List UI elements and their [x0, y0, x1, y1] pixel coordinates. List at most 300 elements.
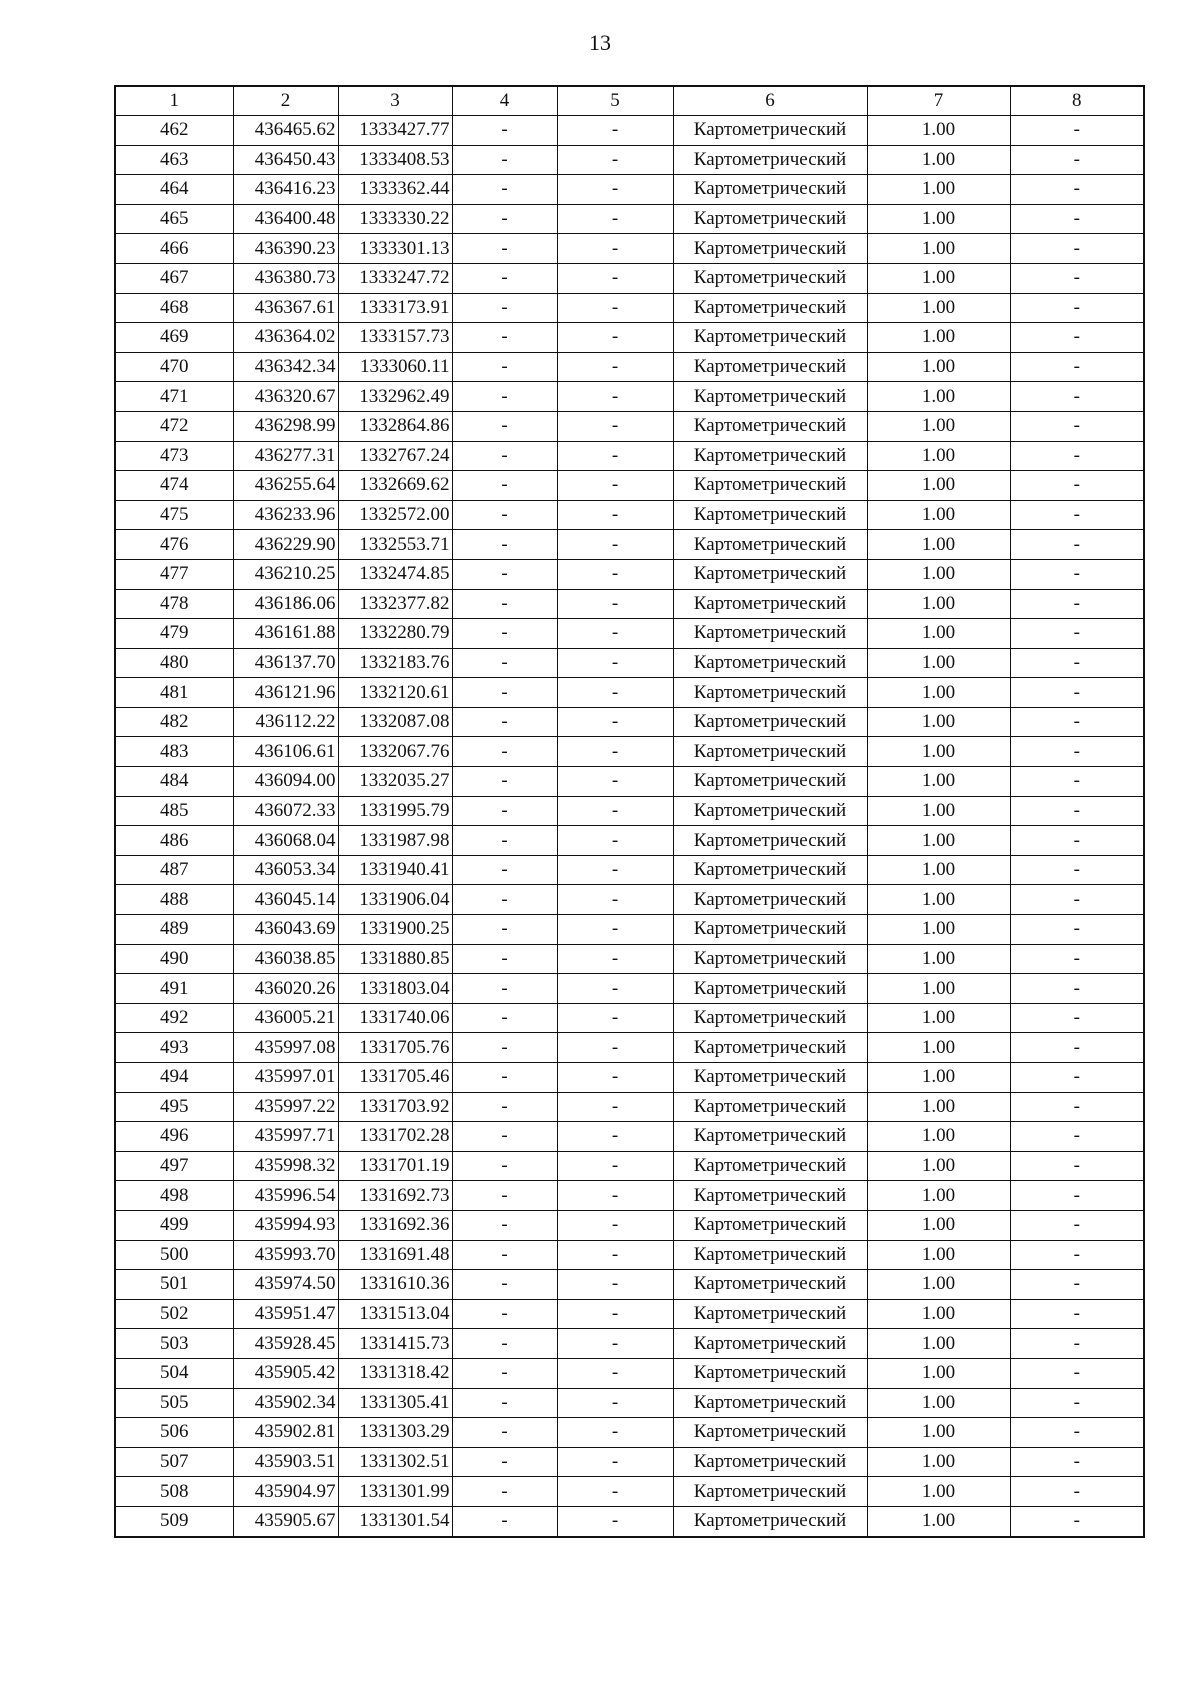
method-cell: Картометрический — [673, 116, 867, 146]
col-5-cell: - — [557, 1388, 673, 1418]
accuracy-cell: 1.00 — [867, 293, 1010, 323]
accuracy-cell: 1.00 — [867, 737, 1010, 767]
col-5-cell: - — [557, 1033, 673, 1063]
coord-x-cell: 436416.23 — [233, 175, 338, 205]
col-8-cell: - — [1010, 1477, 1144, 1507]
col-8-cell: - — [1010, 1092, 1144, 1122]
column-header-4: 4 — [452, 86, 557, 116]
coord-y-cell: 1331301.99 — [338, 1477, 452, 1507]
col-4-cell: - — [452, 619, 557, 649]
accuracy-cell: 1.00 — [867, 1299, 1010, 1329]
point-number-cell: 493 — [115, 1033, 233, 1063]
col-8-cell: - — [1010, 737, 1144, 767]
table-row — [115, 1003, 1144, 1033]
method-cell: Картометрический — [673, 1418, 867, 1448]
coord-y-cell: 1333408.53 — [338, 145, 452, 175]
method-cell: Картометрический — [673, 1122, 867, 1152]
coord-x-cell: 435996.54 — [233, 1181, 338, 1211]
coord-y-cell: 1332280.79 — [338, 619, 452, 649]
col-4-cell: - — [452, 323, 557, 353]
point-number-cell: 474 — [115, 471, 233, 501]
col-4-cell: - — [452, 707, 557, 737]
table-row — [115, 1210, 1144, 1240]
method-cell: Картометрический — [673, 707, 867, 737]
coord-y-cell: 1332035.27 — [338, 767, 452, 797]
table-row — [115, 204, 1144, 234]
point-number-cell: 499 — [115, 1210, 233, 1240]
accuracy-cell: 1.00 — [867, 619, 1010, 649]
point-number-cell: 496 — [115, 1122, 233, 1152]
col-8-cell: - — [1010, 1418, 1144, 1448]
coord-y-cell: 1331692.73 — [338, 1181, 452, 1211]
col-5-cell: - — [557, 145, 673, 175]
coord-y-cell: 1331703.92 — [338, 1092, 452, 1122]
col-8-cell: - — [1010, 1151, 1144, 1181]
col-4-cell: - — [452, 826, 557, 856]
col-8-cell: - — [1010, 707, 1144, 737]
point-number-cell: 497 — [115, 1151, 233, 1181]
col-4-cell: - — [452, 411, 557, 441]
coord-x-cell: 436094.00 — [233, 767, 338, 797]
coord-x-cell: 435998.32 — [233, 1151, 338, 1181]
col-8-cell: - — [1010, 1270, 1144, 1300]
table-row — [115, 1477, 1144, 1507]
col-5-cell: - — [557, 559, 673, 589]
point-number-cell: 481 — [115, 678, 233, 708]
accuracy-cell: 1.00 — [867, 1447, 1010, 1477]
table-row — [115, 826, 1144, 856]
coord-y-cell: 1333157.73 — [338, 323, 452, 353]
coordinates-table — [114, 85, 1145, 1538]
coord-y-cell: 1333362.44 — [338, 175, 452, 205]
col-4-cell: - — [452, 855, 557, 885]
method-cell: Картометрический — [673, 411, 867, 441]
col-4-cell: - — [452, 767, 557, 797]
page-number: 13 — [589, 30, 611, 55]
table-row — [115, 707, 1144, 737]
coord-x-cell: 436233.96 — [233, 500, 338, 530]
point-number-cell: 480 — [115, 648, 233, 678]
col-8-cell: - — [1010, 500, 1144, 530]
point-number-cell: 473 — [115, 441, 233, 471]
point-number-cell: 487 — [115, 855, 233, 885]
point-number-cell: 489 — [115, 915, 233, 945]
table-row — [115, 559, 1144, 589]
method-cell: Картометрический — [673, 471, 867, 501]
coord-y-cell: 1332767.24 — [338, 441, 452, 471]
accuracy-cell: 1.00 — [867, 648, 1010, 678]
col-5-cell: - — [557, 885, 673, 915]
coord-x-cell: 436053.34 — [233, 855, 338, 885]
coord-x-cell: 436210.25 — [233, 559, 338, 589]
col-5-cell: - — [557, 1329, 673, 1359]
col-5-cell: - — [557, 500, 673, 530]
method-cell: Картометрический — [673, 204, 867, 234]
table-row — [115, 1181, 1144, 1211]
table-row — [115, 1358, 1144, 1388]
col-8-cell: - — [1010, 974, 1144, 1004]
coord-y-cell: 1331303.29 — [338, 1418, 452, 1448]
col-5-cell: - — [557, 411, 673, 441]
coord-x-cell: 435951.47 — [233, 1299, 338, 1329]
accuracy-cell: 1.00 — [867, 944, 1010, 974]
table-row — [115, 293, 1144, 323]
table-row — [115, 382, 1144, 412]
accuracy-cell: 1.00 — [867, 767, 1010, 797]
col-4-cell: - — [452, 678, 557, 708]
coord-x-cell: 436342.34 — [233, 352, 338, 382]
method-cell: Картометрический — [673, 559, 867, 589]
method-cell: Картометрический — [673, 263, 867, 293]
coord-y-cell: 1333247.72 — [338, 263, 452, 293]
point-number-cell: 471 — [115, 382, 233, 412]
table-row — [115, 1270, 1144, 1300]
coord-y-cell: 1332864.86 — [338, 411, 452, 441]
point-number-cell: 509 — [115, 1506, 233, 1536]
point-number-cell: 506 — [115, 1418, 233, 1448]
table-row — [115, 323, 1144, 353]
col-5-cell: - — [557, 826, 673, 856]
table-row — [115, 796, 1144, 826]
col-8-cell: - — [1010, 1181, 1144, 1211]
table-row — [115, 1329, 1144, 1359]
method-cell: Картометрический — [673, 1506, 867, 1536]
col-8-cell: - — [1010, 530, 1144, 560]
point-number-cell: 464 — [115, 175, 233, 205]
accuracy-cell: 1.00 — [867, 707, 1010, 737]
coord-y-cell: 1331301.54 — [338, 1506, 452, 1536]
coord-x-cell: 436320.67 — [233, 382, 338, 412]
coord-x-cell: 435905.42 — [233, 1358, 338, 1388]
coord-x-cell: 436068.04 — [233, 826, 338, 856]
method-cell: Картометрический — [673, 974, 867, 1004]
method-cell: Картометрический — [673, 500, 867, 530]
col-5-cell: - — [557, 352, 673, 382]
accuracy-cell: 1.00 — [867, 145, 1010, 175]
accuracy-cell: 1.00 — [867, 441, 1010, 471]
coord-y-cell: 1333173.91 — [338, 293, 452, 323]
col-8-cell: - — [1010, 1299, 1144, 1329]
col-5-cell: - — [557, 737, 673, 767]
accuracy-cell: 1.00 — [867, 1358, 1010, 1388]
accuracy-cell: 1.00 — [867, 204, 1010, 234]
accuracy-cell: 1.00 — [867, 885, 1010, 915]
coord-y-cell: 1331987.98 — [338, 826, 452, 856]
coord-y-cell: 1332377.82 — [338, 589, 452, 619]
method-cell: Картометрический — [673, 767, 867, 797]
col-8-cell: - — [1010, 855, 1144, 885]
col-8-cell: - — [1010, 767, 1144, 797]
method-cell: Картометрический — [673, 1240, 867, 1270]
accuracy-cell: 1.00 — [867, 471, 1010, 501]
col-4-cell: - — [452, 1270, 557, 1300]
coord-y-cell: 1331318.42 — [338, 1358, 452, 1388]
method-cell: Картометрический — [673, 1358, 867, 1388]
table-row — [115, 944, 1144, 974]
coord-y-cell: 1332067.76 — [338, 737, 452, 767]
col-4-cell: - — [452, 145, 557, 175]
accuracy-cell: 1.00 — [867, 915, 1010, 945]
col-5-cell: - — [557, 1122, 673, 1152]
col-8-cell: - — [1010, 411, 1144, 441]
method-cell: Картометрический — [673, 915, 867, 945]
method-cell: Картометрический — [673, 1388, 867, 1418]
accuracy-cell: 1.00 — [867, 1210, 1010, 1240]
table-row — [115, 234, 1144, 264]
accuracy-cell: 1.00 — [867, 1063, 1010, 1093]
coord-y-cell: 1331691.48 — [338, 1240, 452, 1270]
point-number-cell: 498 — [115, 1181, 233, 1211]
col-5-cell: - — [557, 707, 673, 737]
coord-x-cell: 436112.22 — [233, 707, 338, 737]
col-8-cell: - — [1010, 944, 1144, 974]
accuracy-cell: 1.00 — [867, 1506, 1010, 1536]
coord-y-cell: 1331305.41 — [338, 1388, 452, 1418]
col-8-cell: - — [1010, 1358, 1144, 1388]
point-number-cell: 508 — [115, 1477, 233, 1507]
coord-y-cell: 1331803.04 — [338, 974, 452, 1004]
coord-x-cell: 436400.48 — [233, 204, 338, 234]
column-header-6: 6 — [673, 86, 867, 116]
table-row — [115, 1092, 1144, 1122]
method-cell: Картометрический — [673, 293, 867, 323]
col-5-cell: - — [557, 589, 673, 619]
col-8-cell: - — [1010, 382, 1144, 412]
table-row — [115, 263, 1144, 293]
point-number-cell: 479 — [115, 619, 233, 649]
accuracy-cell: 1.00 — [867, 855, 1010, 885]
method-cell: Картометрический — [673, 1033, 867, 1063]
coord-y-cell: 1332669.62 — [338, 471, 452, 501]
coord-x-cell: 435905.67 — [233, 1506, 338, 1536]
col-5-cell: - — [557, 293, 673, 323]
table-row — [115, 441, 1144, 471]
col-4-cell: - — [452, 1092, 557, 1122]
col-4-cell: - — [452, 1210, 557, 1240]
method-cell: Картометрический — [673, 323, 867, 353]
column-header-2: 2 — [233, 86, 338, 116]
method-cell: Картометрический — [673, 589, 867, 619]
accuracy-cell: 1.00 — [867, 1181, 1010, 1211]
col-5-cell: - — [557, 796, 673, 826]
col-4-cell: - — [452, 1477, 557, 1507]
column-header-8: 8 — [1010, 86, 1144, 116]
table-row — [115, 1063, 1144, 1093]
coord-x-cell: 435997.08 — [233, 1033, 338, 1063]
method-cell: Картометрический — [673, 826, 867, 856]
accuracy-cell: 1.00 — [867, 263, 1010, 293]
accuracy-cell: 1.00 — [867, 1418, 1010, 1448]
point-number-cell: 472 — [115, 411, 233, 441]
col-8-cell: - — [1010, 145, 1144, 175]
col-4-cell: - — [452, 944, 557, 974]
method-cell: Картометрический — [673, 1151, 867, 1181]
col-8-cell: - — [1010, 1240, 1144, 1270]
accuracy-cell: 1.00 — [867, 1477, 1010, 1507]
col-4-cell: - — [452, 441, 557, 471]
method-cell: Картометрический — [673, 1477, 867, 1507]
accuracy-cell: 1.00 — [867, 1388, 1010, 1418]
col-5-cell: - — [557, 678, 673, 708]
col-5-cell: - — [557, 1506, 673, 1536]
coord-x-cell: 436186.06 — [233, 589, 338, 619]
coord-x-cell: 436020.26 — [233, 974, 338, 1004]
col-8-cell: - — [1010, 471, 1144, 501]
method-cell: Картометрический — [673, 855, 867, 885]
col-4-cell: - — [452, 1418, 557, 1448]
col-4-cell: - — [452, 915, 557, 945]
point-number-cell: 466 — [115, 234, 233, 264]
col-5-cell: - — [557, 1447, 673, 1477]
accuracy-cell: 1.00 — [867, 352, 1010, 382]
point-number-cell: 504 — [115, 1358, 233, 1388]
accuracy-cell: 1.00 — [867, 1003, 1010, 1033]
table-row — [115, 471, 1144, 501]
coord-x-cell: 436255.64 — [233, 471, 338, 501]
coord-y-cell: 1333060.11 — [338, 352, 452, 382]
method-cell: Картометрический — [673, 382, 867, 412]
coord-x-cell: 435993.70 — [233, 1240, 338, 1270]
method-cell: Картометрический — [673, 530, 867, 560]
table-row — [115, 500, 1144, 530]
table-row — [115, 767, 1144, 797]
col-4-cell: - — [452, 1388, 557, 1418]
column-header-5: 5 — [557, 86, 673, 116]
col-8-cell: - — [1010, 648, 1144, 678]
table-row — [115, 1388, 1144, 1418]
coord-y-cell: 1331740.06 — [338, 1003, 452, 1033]
col-4-cell: - — [452, 1299, 557, 1329]
point-number-cell: 468 — [115, 293, 233, 323]
col-4-cell: - — [452, 1003, 557, 1033]
col-8-cell: - — [1010, 885, 1144, 915]
point-number-cell: 463 — [115, 145, 233, 175]
col-8-cell: - — [1010, 352, 1144, 382]
coord-x-cell: 436390.23 — [233, 234, 338, 264]
coord-y-cell: 1333301.13 — [338, 234, 452, 264]
column-header-7: 7 — [867, 86, 1010, 116]
method-cell: Картометрический — [673, 1063, 867, 1093]
method-cell: Картометрический — [673, 234, 867, 264]
col-8-cell: - — [1010, 175, 1144, 205]
point-number-cell: 501 — [115, 1270, 233, 1300]
coord-y-cell: 1331705.76 — [338, 1033, 452, 1063]
coord-x-cell: 435997.22 — [233, 1092, 338, 1122]
col-5-cell: - — [557, 1181, 673, 1211]
coord-y-cell: 1331701.19 — [338, 1151, 452, 1181]
col-4-cell: - — [452, 1329, 557, 1359]
accuracy-cell: 1.00 — [867, 678, 1010, 708]
coord-x-cell: 436277.31 — [233, 441, 338, 471]
point-number-cell: 470 — [115, 352, 233, 382]
coord-x-cell: 436364.02 — [233, 323, 338, 353]
col-5-cell: - — [557, 471, 673, 501]
table-row — [115, 1447, 1144, 1477]
col-8-cell: - — [1010, 293, 1144, 323]
coord-x-cell: 435904.97 — [233, 1477, 338, 1507]
point-number-cell: 488 — [115, 885, 233, 915]
coord-y-cell: 1331302.51 — [338, 1447, 452, 1477]
coord-x-cell: 436043.69 — [233, 915, 338, 945]
col-4-cell: - — [452, 1358, 557, 1388]
col-8-cell: - — [1010, 678, 1144, 708]
col-5-cell: - — [557, 1092, 673, 1122]
col-8-cell: - — [1010, 826, 1144, 856]
accuracy-cell: 1.00 — [867, 116, 1010, 146]
coord-y-cell: 1332087.08 — [338, 707, 452, 737]
col-8-cell: - — [1010, 1063, 1144, 1093]
col-5-cell: - — [557, 530, 673, 560]
method-cell: Картометрический — [673, 352, 867, 382]
col-4-cell: - — [452, 382, 557, 412]
col-5-cell: - — [557, 974, 673, 1004]
col-5-cell: - — [557, 1063, 673, 1093]
method-cell: Картометрический — [673, 885, 867, 915]
table-row — [115, 589, 1144, 619]
col-4-cell: - — [452, 352, 557, 382]
coord-x-cell: 436298.99 — [233, 411, 338, 441]
table-row — [115, 1240, 1144, 1270]
col-5-cell: - — [557, 204, 673, 234]
col-8-cell: - — [1010, 619, 1144, 649]
method-cell: Картометрический — [673, 648, 867, 678]
accuracy-cell: 1.00 — [867, 323, 1010, 353]
coord-y-cell: 1331692.36 — [338, 1210, 452, 1240]
col-4-cell: - — [452, 175, 557, 205]
col-4-cell: - — [452, 1506, 557, 1536]
table-row — [115, 885, 1144, 915]
point-number-cell: 503 — [115, 1329, 233, 1359]
col-5-cell: - — [557, 1151, 673, 1181]
point-number-cell: 500 — [115, 1240, 233, 1270]
accuracy-cell: 1.00 — [867, 796, 1010, 826]
accuracy-cell: 1.00 — [867, 589, 1010, 619]
point-number-cell: 478 — [115, 589, 233, 619]
point-number-cell: 477 — [115, 559, 233, 589]
table-row — [115, 175, 1144, 205]
method-cell: Картометрический — [673, 1092, 867, 1122]
method-cell: Картометрический — [673, 1329, 867, 1359]
table-row — [115, 1151, 1144, 1181]
accuracy-cell: 1.00 — [867, 530, 1010, 560]
col-4-cell: - — [452, 589, 557, 619]
point-number-cell: 465 — [115, 204, 233, 234]
coord-x-cell: 436121.96 — [233, 678, 338, 708]
accuracy-cell: 1.00 — [867, 1329, 1010, 1359]
col-5-cell: - — [557, 1003, 673, 1033]
point-number-cell: 475 — [115, 500, 233, 530]
point-number-cell: 483 — [115, 737, 233, 767]
coord-x-cell: 436380.73 — [233, 263, 338, 293]
col-4-cell: - — [452, 1151, 557, 1181]
col-5-cell: - — [557, 944, 673, 974]
coord-y-cell: 1332553.71 — [338, 530, 452, 560]
method-cell: Картометрический — [673, 1003, 867, 1033]
accuracy-cell: 1.00 — [867, 500, 1010, 530]
coord-y-cell: 1333427.77 — [338, 116, 452, 146]
col-8-cell: - — [1010, 589, 1144, 619]
col-4-cell: - — [452, 530, 557, 560]
accuracy-cell: 1.00 — [867, 175, 1010, 205]
method-cell: Картометрический — [673, 678, 867, 708]
coord-y-cell: 1331415.73 — [338, 1329, 452, 1359]
col-4-cell: - — [452, 204, 557, 234]
col-5-cell: - — [557, 648, 673, 678]
col-8-cell: - — [1010, 1003, 1144, 1033]
col-8-cell: - — [1010, 441, 1144, 471]
method-cell: Картометрический — [673, 1299, 867, 1329]
col-4-cell: - — [452, 234, 557, 264]
